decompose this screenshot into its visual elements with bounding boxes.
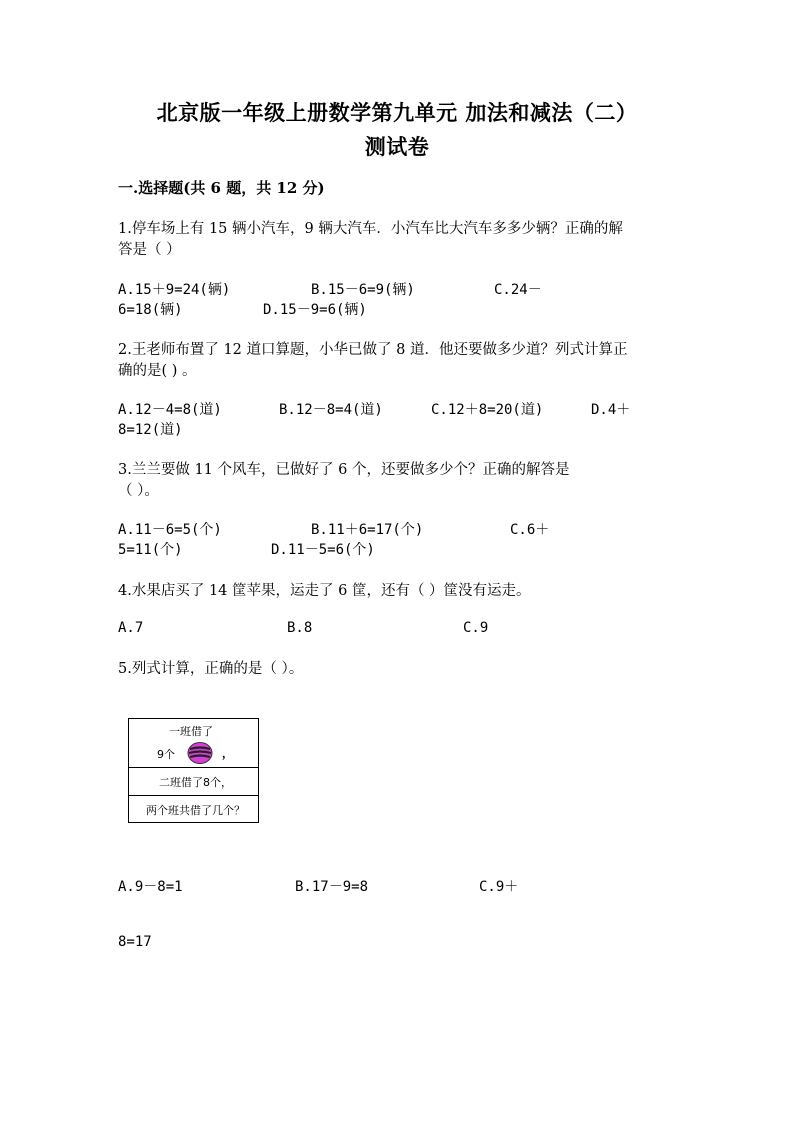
- page-title: 北京版一年级上册数学第九单元 加法和减法（二）: [156, 100, 638, 125]
- figure-row-3: [129, 796, 258, 822]
- question-1-text-cont: 答是（ ）: [118, 242, 181, 258]
- figure-row-2: [129, 768, 258, 796]
- question-3-text-cont: （ ）。: [118, 483, 159, 499]
- ball-icon: [186, 741, 214, 765]
- q3-option-a[interactable]: A.11－6=5(个): [118, 522, 222, 538]
- q5-option-b[interactable]: B.17－9=8: [295, 879, 369, 895]
- q1-option-b[interactable]: B.15－6=9(辆): [311, 282, 415, 298]
- figure-row1-count: 9个: [157, 748, 175, 761]
- figure-row1-comma: ，: [222, 747, 233, 760]
- q3-option-b[interactable]: B.11＋6=17(个): [311, 522, 424, 538]
- figure-row3-text: 两个班共借了几个？: [146, 804, 245, 817]
- q3-option-c-cont[interactable]: 5=11(个): [118, 542, 183, 558]
- question-5-text: 5.列式计算，正确的是（ ）。: [118, 661, 304, 677]
- q5-option-a[interactable]: A.9－8=1: [118, 879, 183, 895]
- q2-option-d[interactable]: D.4＋: [591, 402, 631, 418]
- q1-option-c-cont[interactable]: 6=18(辆): [118, 302, 183, 318]
- word-problem-figure: [128, 718, 259, 823]
- page-title-line2: 测试卷: [364, 134, 430, 159]
- figure-row-1: [129, 719, 258, 768]
- q5-option-c[interactable]: C.9＋: [479, 879, 519, 895]
- q3-option-d[interactable]: D.11－5=6(个): [271, 542, 375, 558]
- q2-option-a[interactable]: A.12－4=8(道): [118, 402, 222, 418]
- q5-option-c-cont[interactable]: 8=17: [118, 934, 152, 950]
- figure-row2-text: 二班借了8个，: [159, 776, 232, 789]
- q4-option-c[interactable]: C.9: [463, 620, 489, 636]
- q4-option-b[interactable]: B.8: [287, 620, 313, 636]
- q4-option-a[interactable]: A.7: [118, 620, 144, 636]
- question-2-text: 2.王老师布置了 12 道口算题，小华已做了 8 道．他还要做多少道？列式计算正: [118, 342, 628, 358]
- q1-option-d[interactable]: D.15－9=6(辆): [263, 302, 367, 318]
- q2-option-d-cont[interactable]: 8=12(道): [118, 422, 183, 438]
- question-4-text: 4.水果店买了 14 筐苹果，运走了 6 筐，还有（ ）筐没有运走。: [118, 583, 531, 599]
- q3-option-c[interactable]: C.6＋: [510, 522, 550, 538]
- figure-row1-text: 一班借了: [169, 725, 213, 738]
- section-heading: 一.选择题(共 6 题，共 12 分): [118, 179, 325, 197]
- q2-option-c[interactable]: C.12＋8=20(道): [431, 402, 544, 418]
- q1-option-c[interactable]: C.24－: [494, 282, 542, 298]
- question-1-text: 1.停车场上有 15 辆小汽车，9 辆大汽车．小汽车比大汽车多多少辆？正确的解: [118, 221, 623, 237]
- question-3-text: 3.兰兰要做 11 个风车，已做好了 6 个，还要做多少个？正确的解答是: [118, 462, 570, 478]
- q1-option-a[interactable]: A.15＋9=24(辆): [118, 282, 231, 298]
- q2-option-b[interactable]: B.12－8=4(道): [279, 402, 383, 418]
- question-2-text-cont: 确的是( ) 。: [118, 363, 197, 379]
